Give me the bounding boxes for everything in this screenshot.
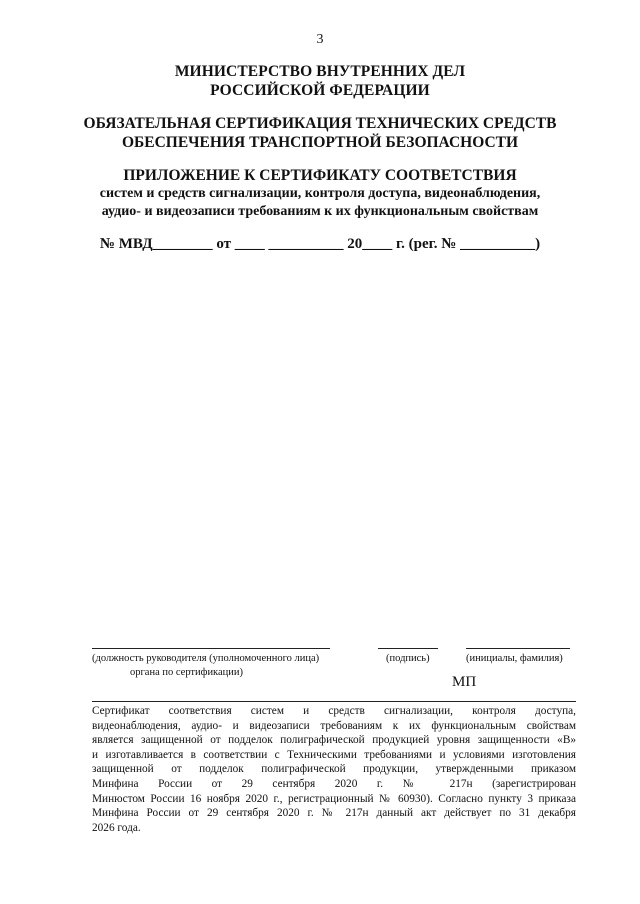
footnote-line: 2026 года. [92, 821, 141, 834]
footnote-line: Сертификат соответствия систем и средств сигнализации, контроля доступа, [92, 705, 576, 717]
position-label-line1: (должность руководителя (уполномоченного лица) [92, 653, 320, 664]
stamp-placeholder: МП [452, 674, 477, 690]
annex-subtitle-line1: систем и средств сигнализации, контроля доступа, видеонаблюдения, [99, 186, 541, 201]
initials-line [466, 648, 570, 649]
position-signature-line [92, 648, 330, 649]
footnote-line: Минфина России от 29 сентября 2020 г. № 217н данный акт действует по 31 декабря [92, 807, 576, 820]
footnote-line: видеонаблюдения, аудио- и видеозаписи требованиям к их функциональным свойствам [92, 719, 576, 732]
sign-label: (подпись) [386, 653, 430, 664]
footnote-line: является защищенной от подделок полиграфической продукцией уровня защищенности «В» [92, 734, 576, 747]
ministry-title-line1: МИНИСТЕРСТВО ВНУТРЕННИХ ДЕЛ [174, 63, 466, 80]
certification-title-line1: ОБЯЗАТЕЛЬНАЯ СЕРТИФИКАЦИЯ ТЕХНИЧЕСКИХ СРЕДСТВ [83, 115, 557, 132]
footnote-line: Минюстом России 16 ноября 2020 г., регистрационный № 60930). Согласно пункту 3 приказа [92, 792, 576, 805]
footnote-text [92, 704, 576, 835]
initials-label: (инициалы, фамилия) [466, 653, 563, 664]
certification-title-line2: ОБЕСПЕЧЕНИЯ ТРАНСПОРТНОЙ БЕЗОПАСНОСТИ [121, 134, 519, 151]
annex-title: ПРИЛОЖЕНИЕ К СЕРТИФИКАТУ СООТВЕТСТВИЯ [123, 167, 517, 184]
footnote-separator [92, 701, 576, 702]
ministry-title-line2: РОССИЙСКОЙ ФЕДЕРАЦИИ [210, 82, 430, 99]
annex-subtitle-line2: аудио- и видеозаписи требованиям к их функциональным свойствам [101, 204, 539, 219]
position-label-line2: органа по сертификации) [130, 667, 244, 678]
footnote-line: Минфина России от 29 сентября 2020 г. № 217н (зарегистрирован [92, 777, 576, 790]
page-number: 3 [316, 32, 324, 47]
footnote-line: и изготавливается в соответствии с Техническими требованиями и условиями изготовления [92, 748, 576, 761]
certificate-number-line: № МВД________ от ____ __________ 20____ г. (рег. № __________) [99, 236, 541, 252]
footnote-line: защищенной от подделок полиграфической продукции, утвержденными приказом [92, 763, 576, 776]
sign-line [378, 648, 438, 649]
